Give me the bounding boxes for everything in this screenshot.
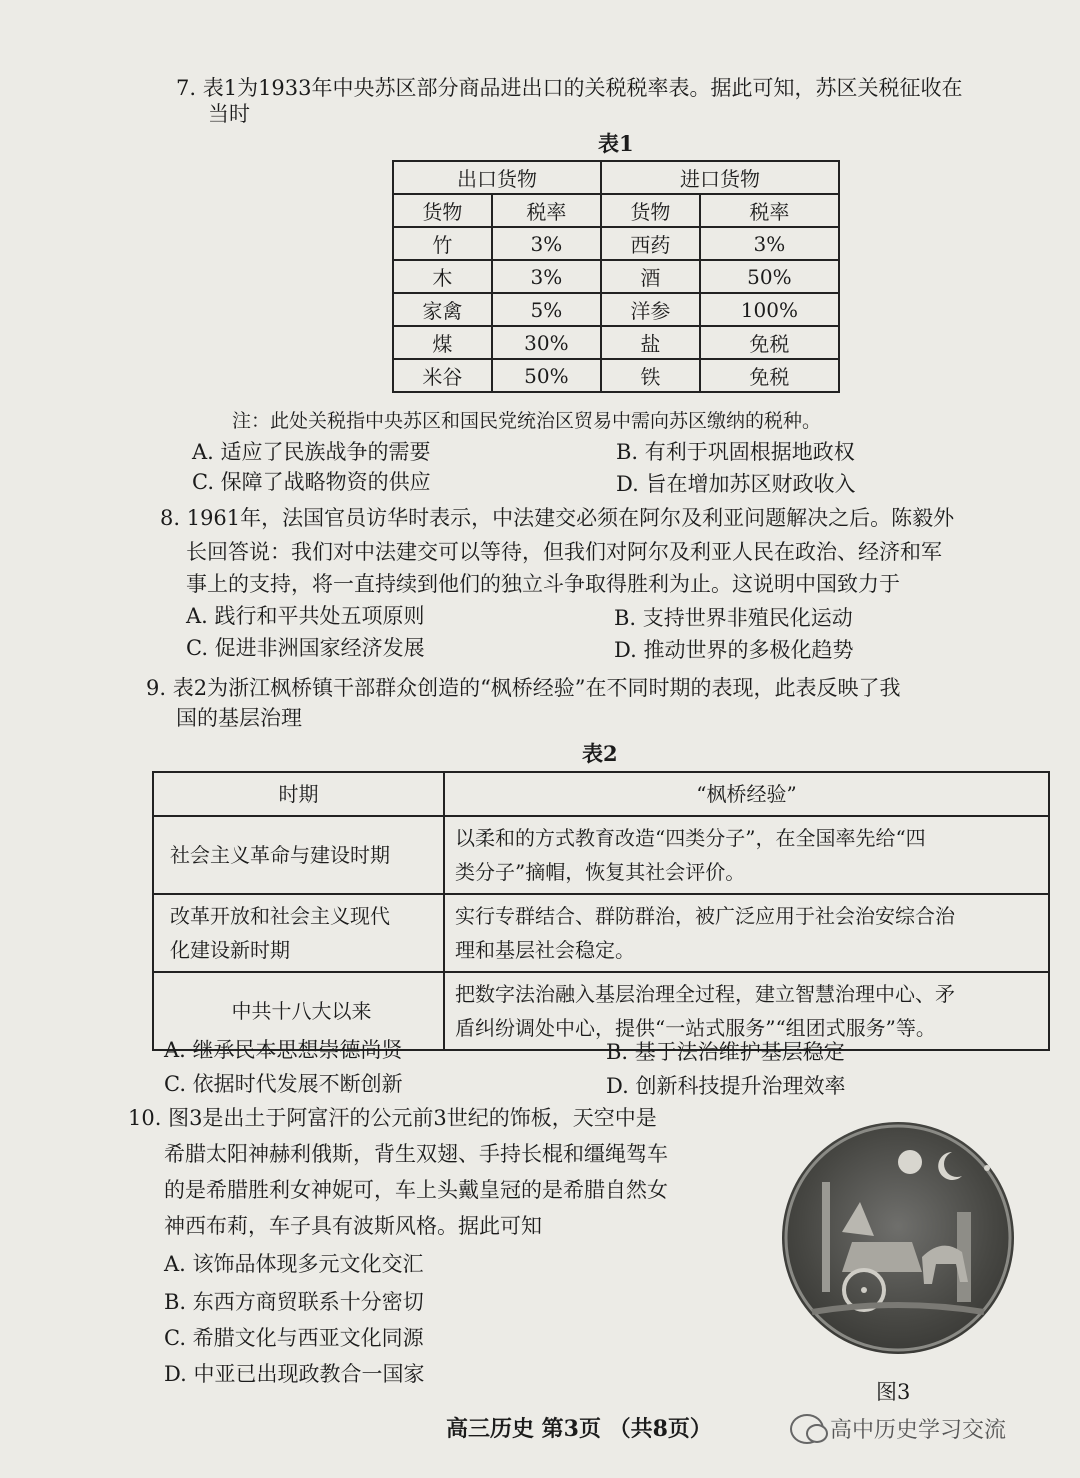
- q9-stem-line2: 国的基层治理: [176, 706, 302, 730]
- q8-stem-line2: 长回答说：我们对中法建交可以等待，但我们对阿尔及利亚人民在政治、经济和军: [186, 540, 942, 564]
- figure3-caption: 图3: [876, 1380, 911, 1404]
- table-cell: 洋参: [601, 293, 700, 326]
- table-cell: 3%: [492, 227, 601, 260]
- table1: [392, 160, 840, 393]
- table-cell: 50%: [492, 359, 601, 392]
- table-cell: 木: [393, 260, 492, 293]
- table-row: [393, 326, 839, 359]
- table-cell: 米谷: [393, 359, 492, 392]
- q7-option-a[interactable]: A. 适应了民族战争的需要: [192, 440, 431, 464]
- table-row: [153, 894, 1049, 972]
- table-row: [393, 260, 839, 293]
- table-cell: 煤: [393, 326, 492, 359]
- q10-option-b[interactable]: B. 东西方商贸联系十分密切: [164, 1290, 424, 1314]
- table-cell: 免税: [700, 326, 839, 359]
- table-cell: 盐: [601, 326, 700, 359]
- chat-bubble-icon: [790, 1414, 824, 1444]
- table-row: [153, 816, 1049, 894]
- table2: [152, 771, 1050, 1051]
- table-cell: 100%: [700, 293, 839, 326]
- table-cell: 家禽: [393, 293, 492, 326]
- q7-option-c[interactable]: C. 保障了战略物资的供应: [192, 470, 431, 494]
- table-cell-experience: 实行专群结合、群防群治，被广泛应用于社会治安综合治 理和基层社会稳定。: [444, 894, 1049, 972]
- table1-export-header: 出口货物: [393, 161, 601, 194]
- q8-option-b[interactable]: B. 支持世界非殖民化运动: [614, 606, 853, 630]
- table-cell-experience: 以柔和的方式教育改造“四类分子”，在全国率先给“四 类分子”摘帽，恢复其社会评价。: [444, 816, 1049, 894]
- q7-stem-line1: 7. 表1为1933年中央苏区部分商品进出口的关税税率表。据此可知，苏区关税征收在: [176, 76, 963, 100]
- table1-note: 注：此处关税指中央苏区和国民党统治区贸易中需向苏区缴纳的税种。: [232, 410, 822, 432]
- page-footer: 高三历史 第3页 （共8页）: [446, 1416, 712, 1442]
- table-row: [393, 359, 839, 392]
- q8-option-a[interactable]: A. 践行和平共处五项原则: [186, 604, 425, 628]
- table-cell: 3%: [700, 227, 839, 260]
- table-cell-period: 改革开放和社会主义现代 化建设新时期: [153, 894, 444, 972]
- figure3-plaque-image: [782, 1122, 1014, 1354]
- plaque-illustration: [782, 1122, 1014, 1354]
- q10-stem-line1: 10. 图3是出土于阿富汗的公元前3世纪的饰板，天空中是: [128, 1106, 657, 1130]
- table1-col-rate: 税率: [700, 194, 839, 227]
- sun-icon: [898, 1150, 922, 1174]
- table-row: [393, 227, 839, 260]
- figure-rider: [842, 1202, 874, 1236]
- q10-stem-line3: 的是希腊胜利女神妮可，车上头戴皇冠的是希腊自然女: [164, 1178, 668, 1202]
- table1-col-goods: 货物: [601, 194, 700, 227]
- table-cell-period: 社会主义革命与建设时期: [153, 816, 444, 894]
- table-cell: 酒: [601, 260, 700, 293]
- table-cell: 免税: [700, 359, 839, 392]
- watermark-text: 高中历史学习交流: [830, 1418, 1007, 1443]
- q7-stem-line2: 当时: [208, 102, 250, 126]
- table-cell-period: 中共十八大以来: [153, 972, 444, 1050]
- watermark: [790, 1413, 1006, 1444]
- q10-stem-line2: 希腊太阳神赫利俄斯，背生双翅、手持长棍和缰绳驾车: [164, 1142, 668, 1166]
- table1-caption: 表1: [598, 131, 634, 156]
- q9-stem-line1: 9. 表2为浙江枫桥镇干部群众创造的“枫桥经验”在不同时期的表现，此表反映了我: [146, 676, 901, 700]
- table2-caption: 表2: [582, 741, 618, 766]
- q7-option-b[interactable]: B. 有利于巩固根据地政权: [616, 440, 855, 464]
- q7-option-d[interactable]: D. 旨在增加苏区财政收入: [616, 472, 856, 496]
- star-icon: [984, 1165, 990, 1171]
- q9-option-c[interactable]: C. 依据时代发展不断创新: [164, 1072, 403, 1096]
- table-cell: 西药: [601, 227, 700, 260]
- table2-col-experience: “枫桥经验”: [444, 772, 1049, 816]
- table-cell: 3%: [492, 260, 601, 293]
- q8-stem-line1: 8. 1961年，法国官员访华时表示，中法建交必须在阿尔及利亚问题解决之后。陈毅外: [160, 506, 955, 530]
- table-cell: 铁: [601, 359, 700, 392]
- moon-icon: [938, 1152, 962, 1180]
- table-cell: 50%: [700, 260, 839, 293]
- table1-import-header: 进口货物: [601, 161, 839, 194]
- q10-stem-line4: 神西布莉，车子具有波斯风格。据此可知: [164, 1214, 542, 1238]
- table-cell: 30%: [492, 326, 601, 359]
- q9-option-d[interactable]: D. 创新科技提升治理效率: [606, 1074, 846, 1098]
- table-cell-experience: 把数字法治融入基层治理全过程，建立智慧治理中心、矛 盾纠纷调处中心，提供“一站式服务”“组团式服务”等。: [444, 972, 1049, 1050]
- table1-col-goods: 货物: [393, 194, 492, 227]
- q9-option-b[interactable]: B. 基于法治维护基层稳定: [606, 1040, 845, 1064]
- q8-stem-line3: 事上的支持，将一直持续到他们的独立斗争取得胜利为止。这说明中国致力于: [186, 572, 900, 596]
- chariot-body: [842, 1242, 922, 1272]
- q8-option-d[interactable]: D. 推动世界的多极化趋势: [614, 638, 854, 662]
- q10-option-c[interactable]: C. 希腊文化与西亚文化同源: [164, 1326, 424, 1350]
- q9-option-a[interactable]: A. 继承民本思想崇德尚贤: [164, 1038, 403, 1062]
- table-row: [393, 293, 839, 326]
- q8-option-c[interactable]: C. 促进非洲国家经济发展: [186, 636, 425, 660]
- q10-option-d[interactable]: D. 中亚已出现政教合一国家: [164, 1362, 425, 1386]
- table2-col-period: 时期: [153, 772, 444, 816]
- table-cell: 竹: [393, 227, 492, 260]
- table-cell: 5%: [492, 293, 601, 326]
- q10-option-a[interactable]: A. 该饰品体现多元文化交汇: [164, 1252, 424, 1276]
- table1-col-rate: 税率: [492, 194, 601, 227]
